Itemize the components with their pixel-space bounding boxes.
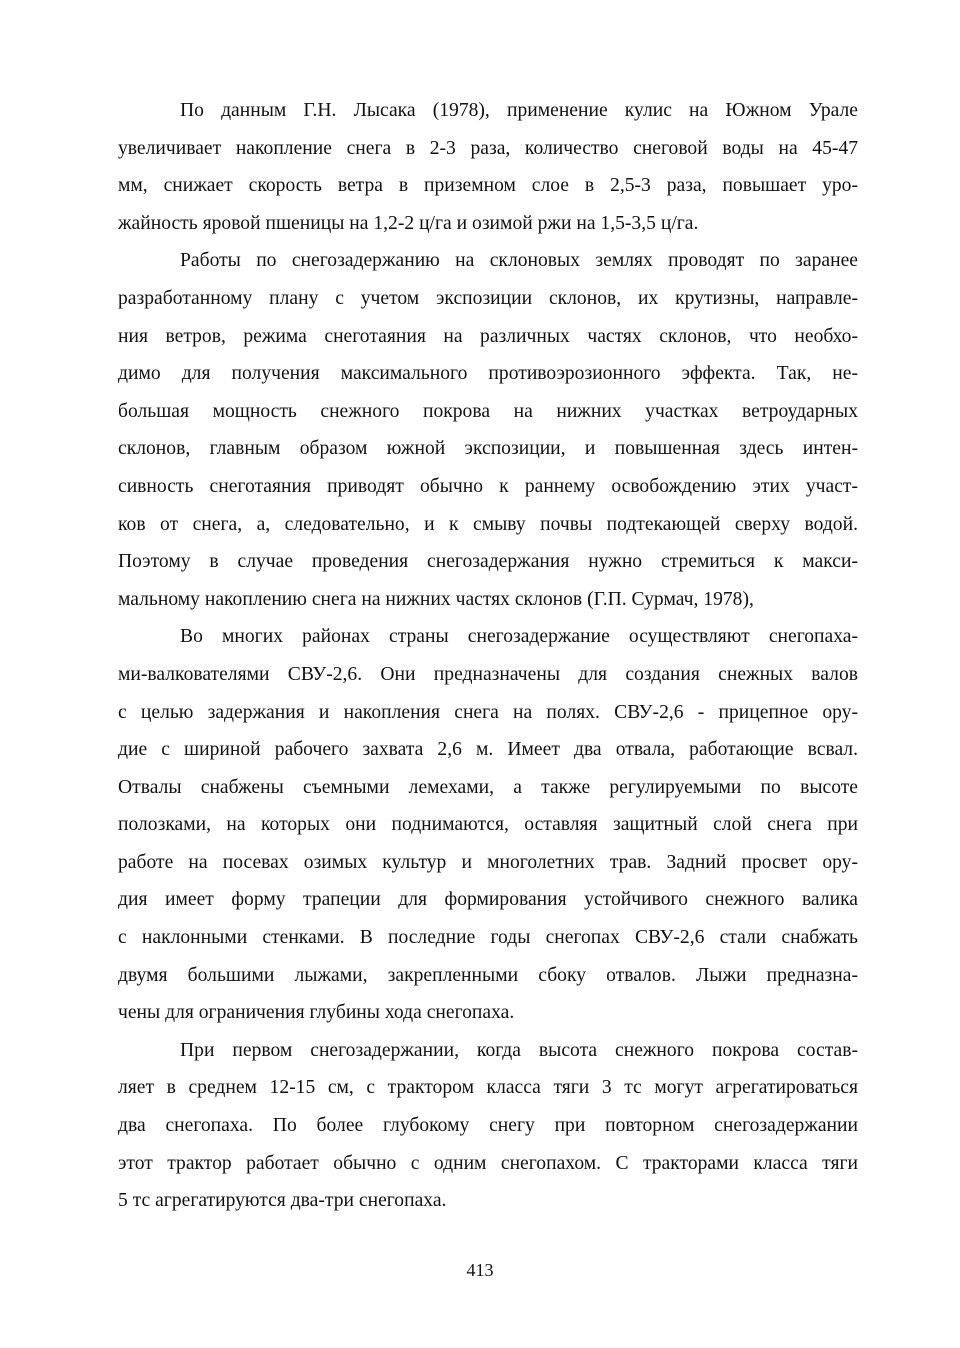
text-line: этот трактор работает обычно с одним снегопахом. С тракторами класса тяги: [118, 1152, 858, 1174]
text-line: Во многих районах страны снегозадержание осуществляют снегопаха-: [180, 626, 858, 648]
page-body: [118, 92, 858, 1220]
text-line: мм, снижает скорость ветра в приземном слое в 2,5-3 раза, повышает уро-: [118, 175, 858, 197]
text-line: склонов, главным образом южной экспозиции, и повышенная здесь интен-: [118, 438, 858, 460]
text-line: два снегопаха. По более глубокому снегу при повторном снегозадержании: [118, 1115, 858, 1137]
text-line: чены для ограничения глубины хода снегопаха.: [118, 1002, 515, 1024]
page-number: 413: [466, 1260, 494, 1280]
text-line: увеличивает накопление снега в 2-3 раза, количество снеговой воды на 45-47: [118, 137, 858, 159]
text-line: жайность яровой пшеницы на 1,2-2 ц/га и озимой ржи на 1,5-3,5 ц/га.: [118, 212, 699, 234]
text-line: работе на посевах озимых культур и многолетних трав. Задний просвет ору-: [118, 851, 858, 873]
text-line: 5 тс агрегатируются два-три снегопаха.: [118, 1190, 447, 1212]
text-line: полозками, на которых они поднимаются, оставляя защитный слой снега при: [118, 814, 858, 836]
text-line: дия имеет форму трапеции для формирования устойчивого снежного валика: [118, 889, 858, 911]
text-line: ляет в среднем 12-15 см, с трактором класса тяги 3 тс могут агрегатироваться: [118, 1077, 858, 1099]
text-line: с целью задержания и накопления снега на полях. СВУ-2,6 - прицепное ору-: [118, 701, 858, 723]
text-line: димо для получения максимального противоэрозионного эффекта. Так, не-: [118, 363, 858, 385]
text-line: разработанному плану с учетом экспозиции склонов, их крутизны, направле-: [118, 287, 858, 309]
text-line: По данным Г.Н. Лысака (1978), применение кулис на Южном Урале: [180, 100, 858, 121]
text-line: ми-валкователями СВУ-2,6. Они предназначены для создания снежных валов: [118, 663, 858, 685]
text-line: Поэтому в случае проведения снегозадержания нужно стремиться к макси-: [118, 551, 858, 573]
text-line: ков от снега, а, следовательно, и к смыву почвы подтекающей сверху водой.: [118, 513, 858, 535]
paragraph: [118, 242, 858, 618]
paragraph: [118, 1032, 858, 1220]
paragraph: [118, 618, 858, 1032]
text-line: Работы по снегозадержанию на склоновых землях проводят по заранее: [180, 250, 858, 272]
text-line: сивность снеготаяния приводят обычно к раннему освобождению этих участ-: [118, 475, 858, 497]
paragraph: [118, 92, 858, 242]
text-line: двумя большими лыжами, закрепленными сбоку отвалов. Лыжи предназна-: [118, 964, 858, 986]
text-line: ния ветров, режима снеготаяния на различных частях склонов, что необхо-: [118, 325, 858, 347]
text-line: При первом снегозадержании, когда высота снежного покрова состав-: [180, 1039, 858, 1061]
text-line: Отвалы снабжены съемными лемехами, а также регулируемыми по высоте: [118, 776, 858, 798]
text-line: дие с шириной рабочего захвата 2,6 м. Имеет два отвала, работающие всвал.: [118, 739, 858, 761]
text-line: мальному накоплению снега на нижних частях склонов (Г.П. Сурмач, 1978),: [118, 588, 754, 610]
text-line: большая мощность снежного покрова на нижних участках ветроударных: [118, 400, 858, 422]
text-line: с наклонными стенками. В последние годы снегопах СВУ-2,6 стали снабжать: [118, 927, 858, 949]
